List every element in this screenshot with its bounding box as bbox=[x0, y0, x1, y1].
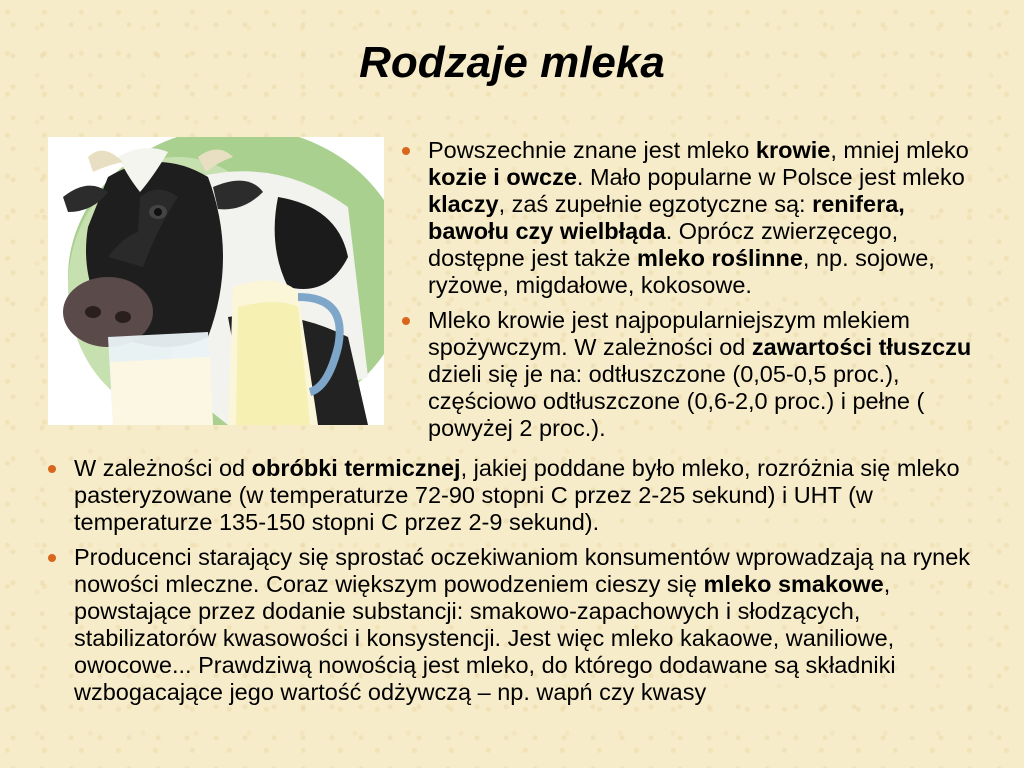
bold-run: zawartości tłuszczu bbox=[751, 334, 972, 360]
bullet-icon bbox=[48, 465, 56, 473]
right-bullet-list bbox=[402, 137, 992, 450]
text-run: dzieli się je na: odtłuszczone (0,05-0,5 proc.), częściowo odtłuszczone (0,6-2,0 proc.) i pełne ( powyżej 2 proc.). bbox=[428, 361, 925, 441]
text-run: W zależności od bbox=[74, 455, 252, 481]
bottom-bullet-list bbox=[48, 455, 988, 714]
bullet-item bbox=[402, 307, 992, 442]
bullet-icon bbox=[402, 317, 410, 325]
bullet-icon bbox=[48, 554, 56, 562]
text-run: , powstające przez dodanie substancji: smakowo-zapachowych i słodzących, stabilizatorów kwasowości i konsystencji. Jest więc mleko kakaowe, waniliowe, owocowe... Prawdziwą nowością jest mleko, do którego dodawane są składniki wzbogacające jego wartość odżywczą – np. wapń czy kwasy bbox=[74, 571, 896, 705]
bullet-text bbox=[428, 137, 969, 298]
bold-run: renifera, bawołu czy wielbłąda bbox=[428, 191, 905, 244]
bold-run: mleko smakowe bbox=[703, 571, 884, 597]
bullet-icon bbox=[402, 147, 410, 155]
bullet-item bbox=[48, 455, 988, 536]
text-run: Mleko krowie jest najpopularniejszym mlekiem spożywczym. W zależności od bbox=[428, 307, 910, 360]
bold-run: krowie bbox=[755, 137, 831, 163]
bold-run: mleko roślinne bbox=[637, 245, 803, 271]
bullet-text bbox=[74, 544, 970, 705]
slide-title: Rodzaje mleka bbox=[359, 38, 665, 87]
bullet-item bbox=[402, 137, 992, 299]
text-run: Powszechnie znane jest mleko bbox=[428, 137, 756, 163]
bullet-text bbox=[428, 307, 971, 441]
text-run: , jakiej poddane było mleko, rozróżnia się mleko pasteryzowane (w temperaturze 72-90 stopni C przez 2-25 sekund) i UHT (w temperaturze 135-150 stopni C przez 2-9 sekund). bbox=[74, 455, 960, 535]
text-run: , zaś zupełnie egzotyczne są: bbox=[498, 191, 813, 217]
bold-run: obróbki termicznej bbox=[251, 455, 461, 481]
bold-run: kozie i owcze bbox=[428, 164, 577, 190]
bold-run: klaczy bbox=[428, 191, 499, 217]
bullet-item bbox=[48, 544, 988, 706]
cow-and-milk-illustration bbox=[48, 137, 384, 425]
text-run: , mniej mleko bbox=[830, 137, 969, 163]
text-run: . Mało popularne w Polsce jest mleko bbox=[576, 164, 965, 190]
text-run: , np. sojowe, ryżowe, migdałowe, kokosowe. bbox=[428, 245, 935, 298]
text-run: Producenci starający się sprostać oczekiwaniom konsumentów wprowadzają na rynek nowości mleczne. Coraz większym powodzeniem cieszy się bbox=[74, 544, 971, 597]
text-run: . Oprócz zwierzęcego, dostępne jest także bbox=[428, 218, 899, 271]
bullet-text bbox=[74, 455, 960, 535]
